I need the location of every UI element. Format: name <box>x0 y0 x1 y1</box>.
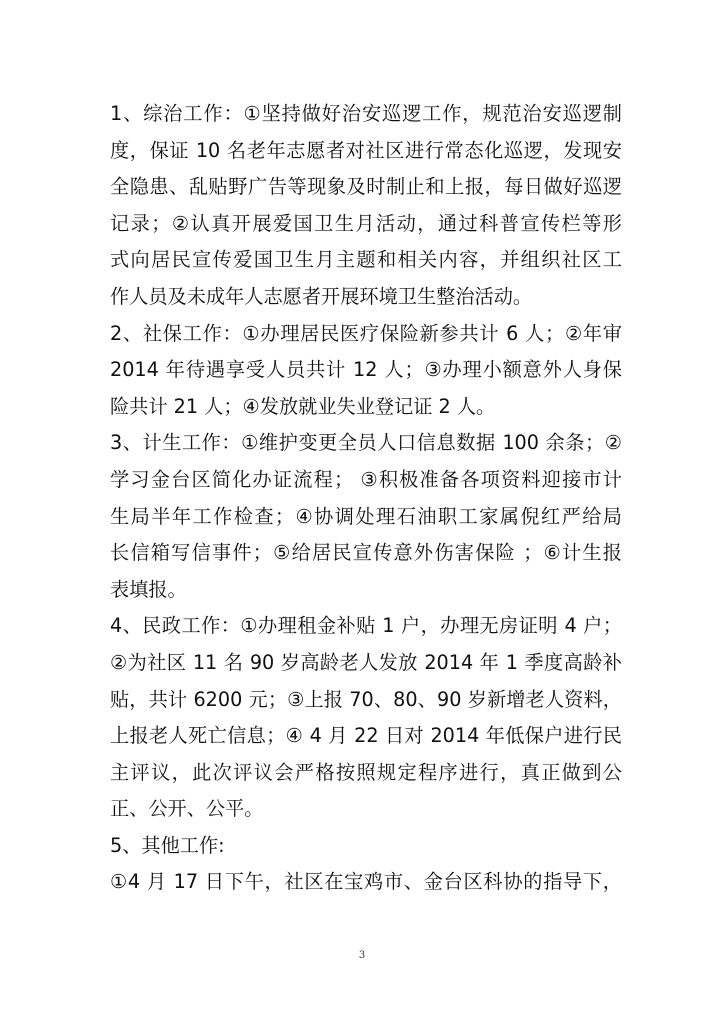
text-line: 全隐患、乱贴野广告等现象及时制止和上报，每日做好巡逻 <box>110 175 622 199</box>
text-line: 2、社保工作：①办理居民医疗保险新参共计 6 人；②年审 <box>110 321 622 345</box>
text-line: 式向居民宣传爱国卫生月主题和相关内容，并组织社区工 <box>110 248 622 272</box>
document-body <box>110 96 622 901</box>
text-line: 长信箱写信事件；⑤给居民宣传意外伤害保险 ；⑥计生报 <box>110 541 622 565</box>
text-line: 生局半年工作检查；④协调处理石油职工家属倪红严给局 <box>110 504 622 528</box>
page-number: 3 <box>358 950 366 961</box>
text-line: 主评议，此次评议会严格按照规定程序进行，真正做到公 <box>110 760 622 784</box>
text-line: 度，保证 10 名老年志愿者对社区进行常态化巡逻，发现安 <box>110 138 622 162</box>
text-line: 4、民政工作：①办理租金补贴 1 户，办理无房证明 4 户； <box>110 614 622 638</box>
text-line: 1、综治工作：①坚持做好治安巡逻工作，规范治安巡逻制 <box>110 102 622 125</box>
text-line: ①4 月 17 日下午，社区在宝鸡市、金台区科协的指导下， <box>110 870 622 894</box>
text-line: 学习金台区简化办证流程； ③积极准备各项资料迎接市计 <box>110 467 622 491</box>
text-line: 记录；②认真开展爱国卫生月活动，通过科普宣传栏等形 <box>110 211 622 235</box>
text-line: 作人员及未成年人志愿者开展环境卫生整治活动。 <box>110 284 533 308</box>
text-line: 贴，共计 6200 元；③上报 70、80、90 岁新增老人资料， <box>110 687 622 711</box>
text-line: 2014 年待遇享受人员共计 12 人；③办理小额意外人身保 <box>110 358 622 382</box>
text-line: 表填报。 <box>110 577 187 601</box>
text-line: 3、计生工作：①维护变更全员人口信息数据 100 余条；② <box>110 431 622 455</box>
text-line: 上报老人死亡信息；④ 4 月 22 日对 2014 年低保户进行民 <box>110 724 622 748</box>
text-line: 5、其他工作: <box>110 833 225 857</box>
text-line: ②为社区 11 名 90 岁高龄老人发放 2014 年 1 季度高龄补 <box>110 650 622 674</box>
text-line: 险共计 21 人；④发放就业失业登记证 2 人。 <box>110 394 496 418</box>
text-line: 正、公开、公平。 <box>110 797 264 821</box>
